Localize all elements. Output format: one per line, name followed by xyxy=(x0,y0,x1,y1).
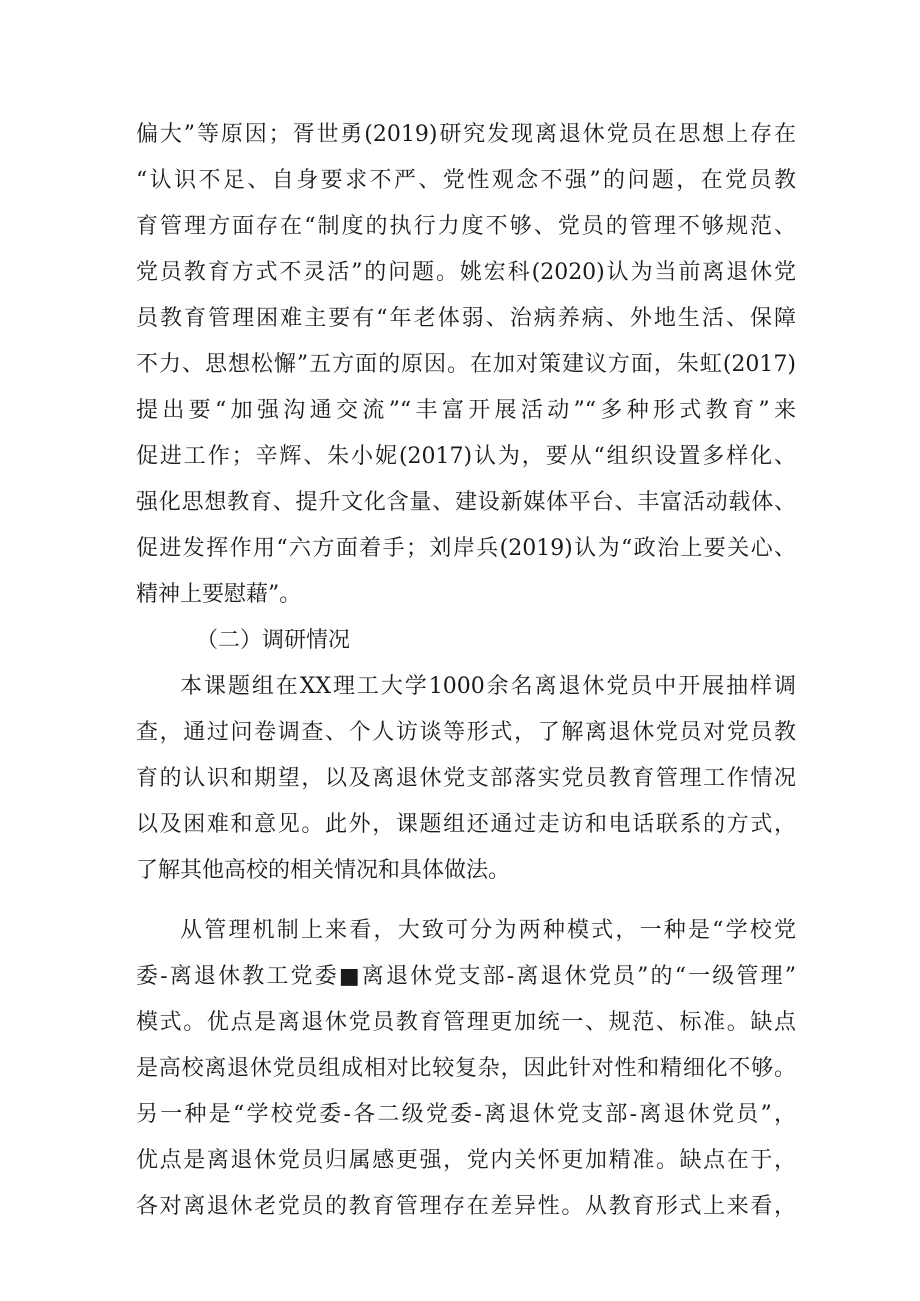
paragraph-management-mechanism xyxy=(136,908,796,1230)
text-line: 本课题组在XX理工大学1000余名离退休党员中开展抽样调 xyxy=(180,674,796,699)
document-body xyxy=(136,112,796,1230)
text-line: 以及困难和意见。此外，课题组还通过走访和电话联系的方式， xyxy=(136,812,796,837)
paragraph-literature-review xyxy=(136,112,796,618)
paragraph-gap xyxy=(136,894,796,908)
section-heading: （二）调研情况 xyxy=(196,628,351,653)
text-line: 是高校离退休党员组成相对比较复杂，因此针对性和精细化不够。 xyxy=(136,1056,796,1081)
text-line: 育的认识和期望，以及离退休党支部落实党员教育管理工作情况 xyxy=(136,766,796,791)
text-line: 模式。优点是离退休党员教育管理更加统一、规范、标准。缺点 xyxy=(136,1010,796,1035)
text-line: 强化思想教育、提升文化含量、建设新媒体平台、丰富活动载体、 xyxy=(136,490,796,515)
text-line: 促进工作；辛辉、朱小妮(2017)认为，要从“组织设置多样化、 xyxy=(136,444,796,469)
text-line: 另一种是“学校党委-各二级党委-离退休党支部-离退休党员”， xyxy=(136,1102,796,1127)
text-line: “认识不足、自身要求不严、党性观念不强”的问题，在党员教 xyxy=(136,168,796,193)
text-line: 了解其他高校的相关情况和具体做法。 xyxy=(136,858,511,883)
paragraph-research-method xyxy=(136,664,796,894)
text-line: 促进发挥作用“六方面着手；刘岸兵(2019)认为“政治上要关心、 xyxy=(136,536,796,561)
text-line: 查，通过问卷调查、个人访谈等形式，了解离退休党员对党员教 xyxy=(136,720,796,745)
text-line: 员教育管理困难主要有“年老体弱、治病养病、外地生活、保障 xyxy=(136,306,796,331)
text-line: 不力、思想松懈”五方面的原因。在加对策建议方面，朱虹(2017) xyxy=(136,352,796,377)
text-line: 偏大”等原因；胥世勇(2019)研究发现离退休党员在思想上存在 xyxy=(136,122,796,147)
text-line: 育管理方面存在“制度的执行力度不够、党员的管理不够规范、 xyxy=(136,214,796,239)
text-line: 各对离退休老党员的教育管理存在差异性。从教育形式上来看， xyxy=(136,1194,796,1219)
text-line: 精神上要慰藉”。 xyxy=(136,582,302,607)
text-line: 从管理机制上来看，大致可分为两种模式，一种是“学校党 xyxy=(180,918,796,943)
text-line: 党员教育方式不灵活”的问题。姚宏科(2020)认为当前离退休党 xyxy=(136,260,796,285)
text-line: 提出要“加强沟通交流”“丰富开展活动”“多种形式教育”来 xyxy=(136,398,796,423)
text-line: 委-离退休教工党委■离退休党支部-离退休党员”的“一级管理” xyxy=(136,964,796,989)
text-line: 优点是离退休党员归属感更强，党内关怀更加精准。缺点在于， xyxy=(136,1148,796,1173)
